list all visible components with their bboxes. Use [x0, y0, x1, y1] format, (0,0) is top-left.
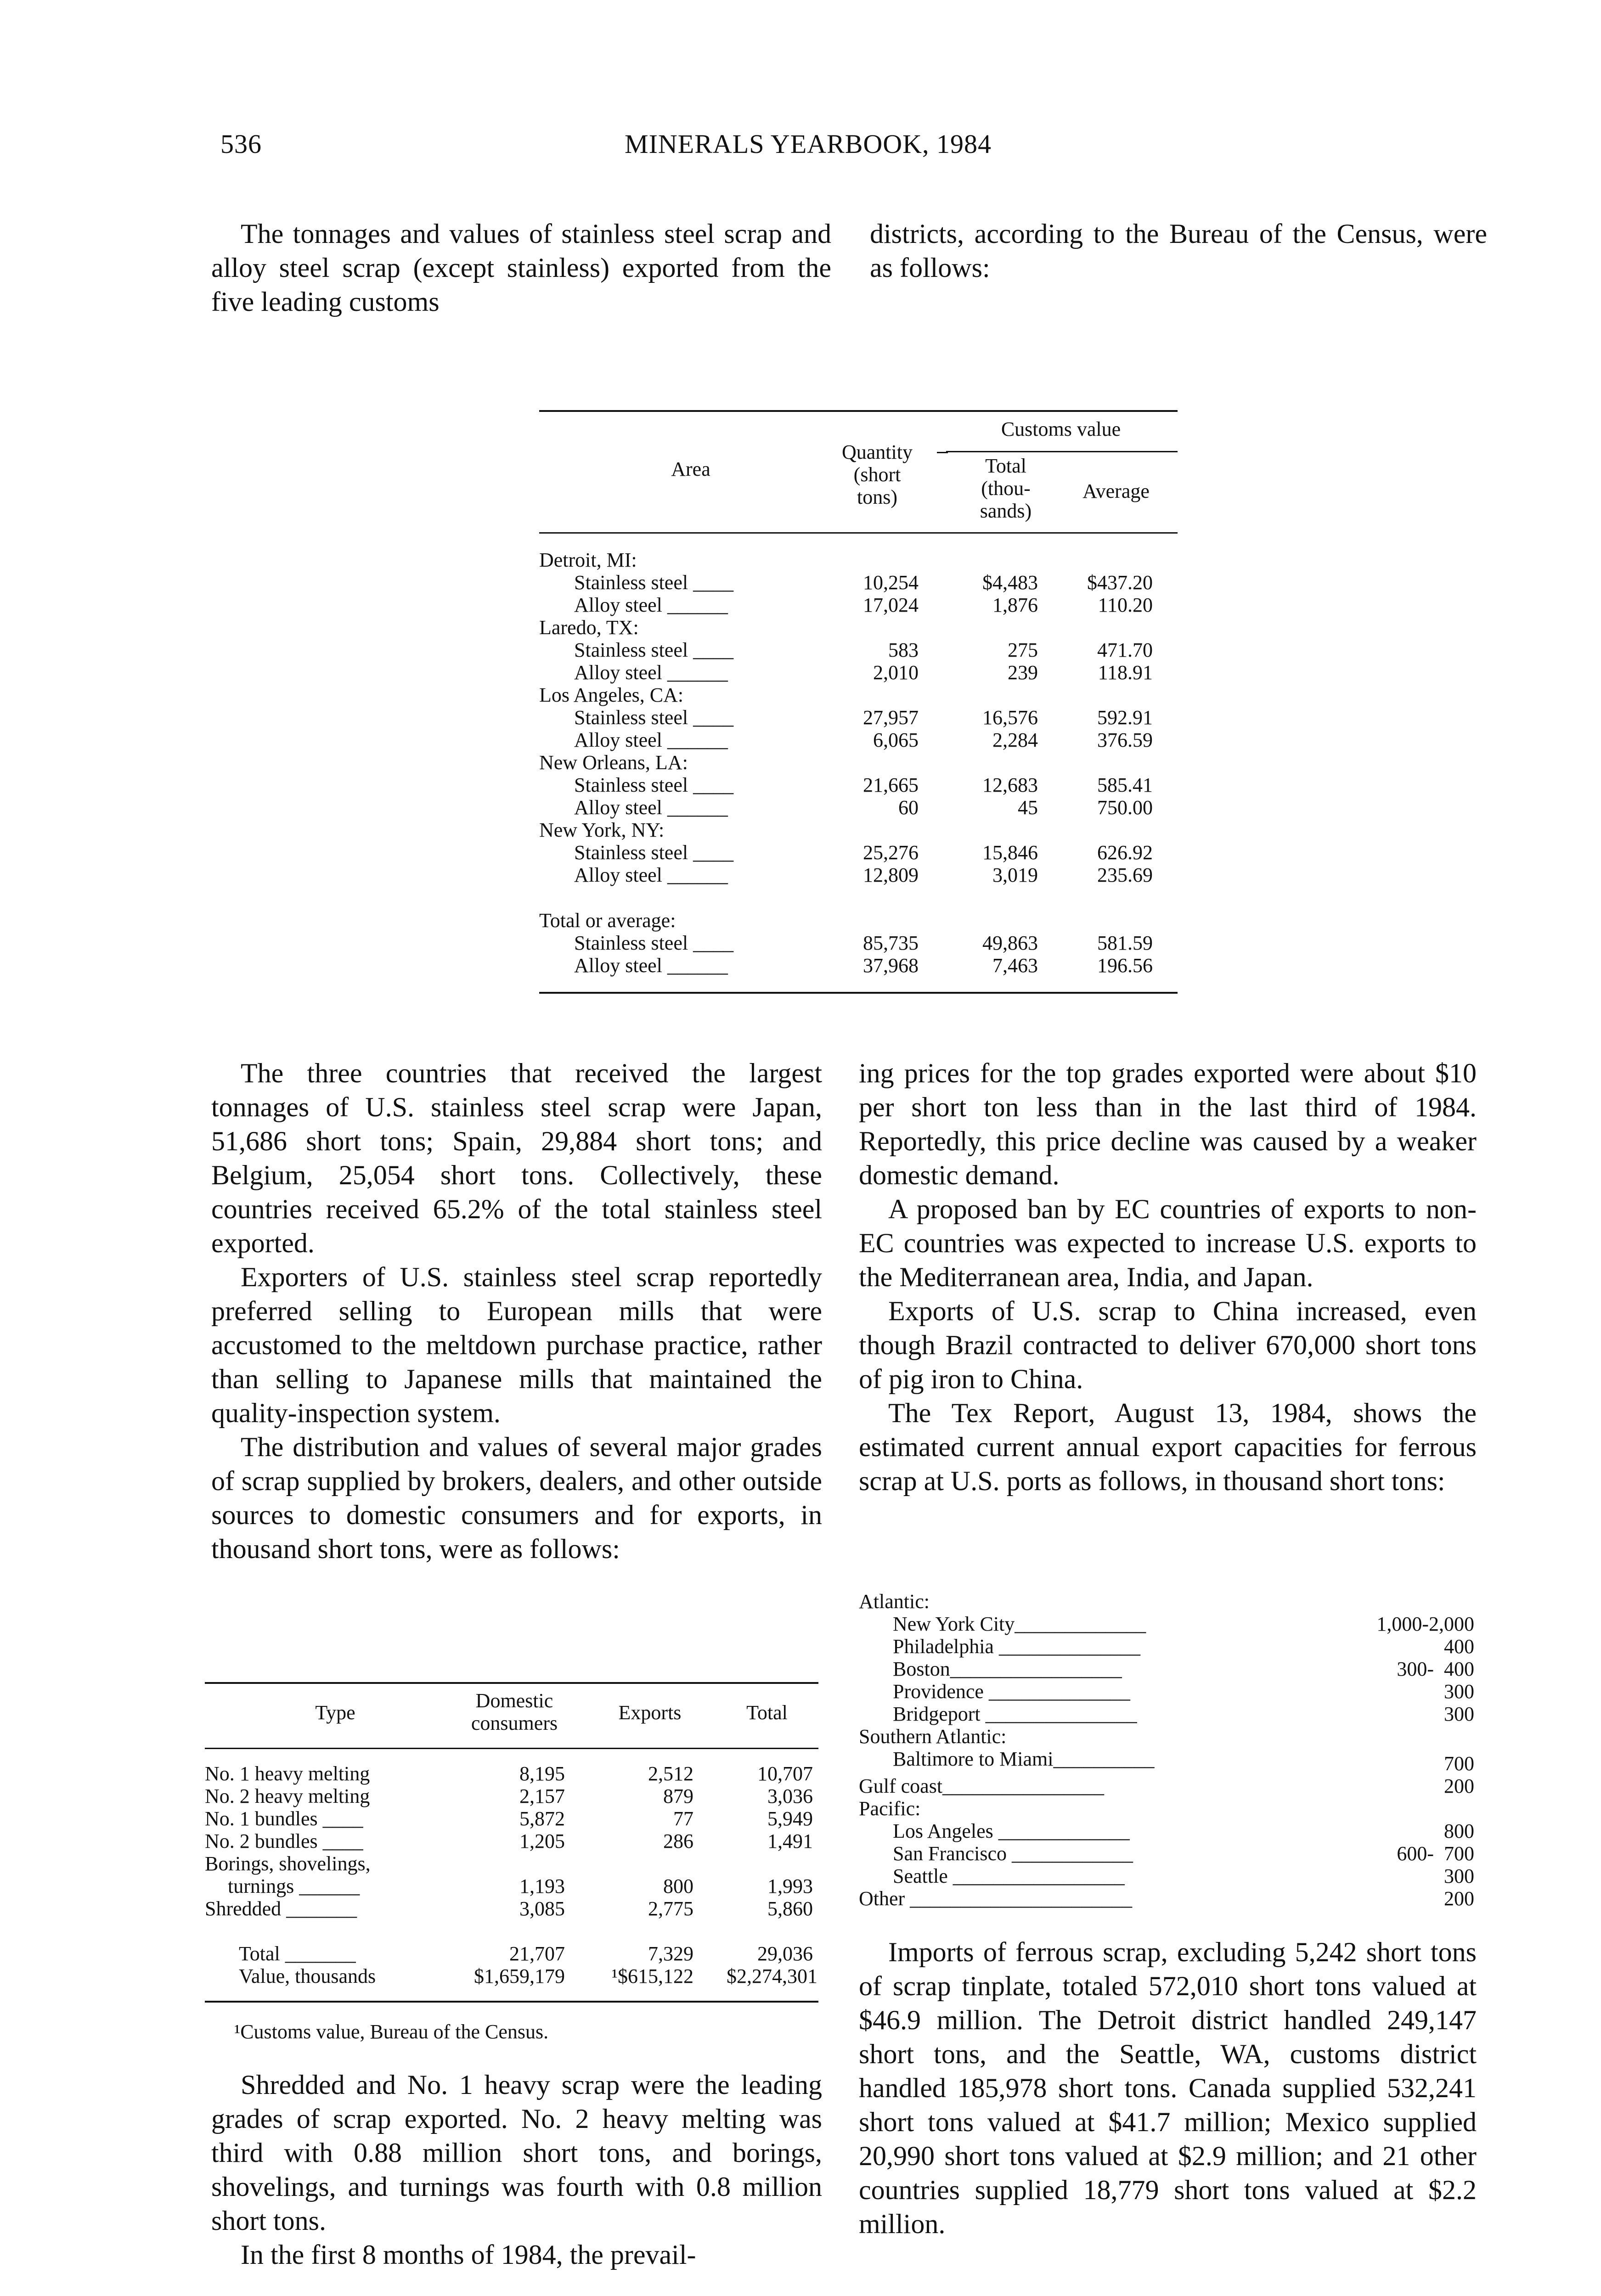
- table1-average: 750.00: [1097, 796, 1153, 819]
- table1-average: 581.59: [1097, 932, 1153, 954]
- table1-row-label: Alloy steel ______: [574, 864, 728, 886]
- table1-header-customs-value: Customs value: [1001, 418, 1121, 440]
- table2-total: 10,707: [757, 1762, 813, 1785]
- table2-row-type: No. 1 bundles ____: [205, 1807, 363, 1830]
- table3-label: Seattle _________________: [893, 1865, 1125, 1887]
- table1-bottom-rule: [539, 992, 1178, 994]
- table1-quantity: 60: [898, 796, 919, 819]
- table3-value: 700: [1444, 1752, 1474, 1775]
- table2-total: 5,949: [767, 1807, 813, 1830]
- table1-average: 585.41: [1097, 774, 1153, 796]
- table2-domestic: 8,195: [519, 1762, 565, 1785]
- table3-label: Philadelphia ______________: [893, 1635, 1140, 1658]
- table1-group-total: Total or average:: [539, 909, 676, 932]
- table3-value: 1,000-2,000: [1376, 1613, 1474, 1635]
- table2-exports: 286: [663, 1830, 693, 1852]
- table2-header-total: Total: [746, 1701, 788, 1724]
- table1-quantity: 25,276: [863, 841, 919, 864]
- table1-total: 15,846: [982, 841, 1038, 864]
- table2-header-rule: [205, 1748, 818, 1749]
- table1-row-label: Stainless steel ____: [574, 706, 734, 729]
- table1-average: 235.69: [1097, 864, 1153, 886]
- table2-header-domestic: Domestic consumers: [471, 1689, 558, 1734]
- right-column-lower: [859, 1935, 1477, 2241]
- table3-label: Other ______________________: [859, 1887, 1133, 1910]
- table2-borings-label: Borings, shovelings,: [205, 1852, 371, 1875]
- table2-total: 29,036: [757, 1942, 813, 1965]
- table1-quantity: 10,254: [863, 571, 919, 594]
- table3-label: Providence ______________: [893, 1680, 1130, 1703]
- paragraph: Exports of U.S. scrap to China increased, even though Brazil contracted to deliver 670,000 short tons of pig iron to China.: [859, 1296, 1477, 1394]
- table2-row-type: turnings ______: [228, 1875, 360, 1897]
- table3-label: Atlantic:: [859, 1590, 930, 1613]
- table2-total: 5,860: [767, 1897, 813, 1920]
- table3-label: San Francisco ____________: [893, 1842, 1133, 1865]
- table1-quantity: 85,735: [863, 932, 919, 954]
- table1-header-rule: [539, 532, 1178, 534]
- table2-domestic: 2,157: [519, 1785, 565, 1807]
- table1-row-label: Stainless steel ____: [574, 932, 734, 954]
- table1-header-average: Average: [1082, 480, 1150, 502]
- table1-row-label: Alloy steel ______: [574, 796, 728, 819]
- table1-customs-rule: [946, 451, 1178, 452]
- table2-domestic: 3,085: [519, 1897, 565, 1920]
- table1-row-label: Stainless steel ____: [574, 571, 734, 594]
- table1-average: $437.20: [1087, 571, 1153, 594]
- table1-average: 110.20: [1098, 594, 1153, 616]
- table1-average: 626.92: [1097, 841, 1153, 864]
- table2-top-rule: [205, 1682, 818, 1684]
- table3-value: 800: [1444, 1820, 1474, 1842]
- left-column-upper: [211, 1056, 822, 1566]
- paragraph: A proposed ban by EC countries of exports to non-EC countries was expected to increase U.S. exports to the Mediterranean area, India, and Japan.: [859, 1194, 1477, 1292]
- table2-exports: ¹$615,122: [611, 1965, 693, 1987]
- table1-row-label: Alloy steel ______: [574, 954, 728, 977]
- table1-total: 45: [1018, 796, 1038, 819]
- table2-row-type: Shredded _______: [205, 1897, 357, 1920]
- table1-row-label: Alloy steel ______: [574, 729, 728, 751]
- paragraph: In the first 8 months of 1984, the prevail-: [241, 2240, 696, 2270]
- paragraph: ing prices for the top grades exported were about $10 per short ton less than in the last third of 1984. Reportedly, this price decline was caused by a weaker domestic demand.: [859, 1058, 1477, 1190]
- table1-group-laredo: Laredo, TX:: [539, 616, 639, 639]
- table1-group-los-angeles: Los Angeles, CA:: [539, 684, 684, 706]
- table1-row-label: Alloy steel ______: [574, 661, 728, 684]
- table2-row-type: Value, thousands: [239, 1965, 376, 1987]
- table1-quantity: 2,010: [873, 661, 919, 684]
- intro-right: districts, according to the Bureau of the Census, were as follows:: [870, 219, 1487, 283]
- table2-exports: 800: [663, 1875, 693, 1897]
- table2-row-type: Total _______: [239, 1942, 356, 1965]
- table1-header-quantity: Quantity (short tons): [842, 441, 913, 508]
- table2-exports: 2,775: [648, 1897, 693, 1920]
- table1-total: 3,019: [992, 864, 1038, 886]
- table1-average: 376.59: [1097, 729, 1153, 751]
- table2-row-type: No. 2 heavy melting: [205, 1785, 370, 1807]
- paragraph: The three countries that received the largest tonnages of U.S. stainless steel scrap were Japan, 51,686 short tons; Spain, 29,884 short tons; and Belgium, 25,054 short tons. Collectively, these countries received 65.2% of the total stainless steel exported.: [211, 1058, 822, 1258]
- table3-value: 300: [1444, 1680, 1474, 1703]
- table2-exports: 879: [663, 1785, 693, 1807]
- table2-bottom-rule: [205, 2001, 818, 2003]
- table2-total: $2,274,301: [727, 1965, 817, 1987]
- table1-total: $4,483: [982, 571, 1038, 594]
- page-number: 536: [220, 129, 262, 159]
- table2-domestic: 1,205: [519, 1830, 565, 1852]
- table2-header-exports: Exports: [618, 1701, 682, 1724]
- table1-top-rule: [539, 410, 1178, 412]
- table2-total: 3,036: [767, 1785, 813, 1807]
- paragraph: The Tex Report, August 13, 1984, shows the estimated current annual export capacities for ferrous scrap at U.S. ports as follows, in thousand short tons:: [859, 1398, 1477, 1496]
- table3-label: Southern Atlantic:: [859, 1725, 1007, 1748]
- table3-label: Boston_________________: [893, 1658, 1122, 1680]
- table1-row-label: Stainless steel ____: [574, 841, 734, 864]
- table3-label: Los Angeles _____________: [893, 1820, 1130, 1842]
- table3-value: 200: [1444, 1887, 1474, 1910]
- page-title: MINERALS YEARBOOK, 1984: [625, 129, 992, 159]
- table1-header-total: Total (thou- sands): [980, 455, 1032, 522]
- table3-value: 200: [1444, 1775, 1474, 1797]
- table1-row-label: Stainless steel ____: [574, 774, 734, 796]
- table1-average: 196.56: [1097, 954, 1153, 977]
- table1-total: 12,683: [982, 774, 1038, 796]
- table2-exports: 2,512: [648, 1762, 693, 1785]
- table3-value: 300- 400: [1397, 1658, 1474, 1680]
- table2-exports: 7,329: [648, 1942, 693, 1965]
- table2-exports: 77: [673, 1807, 693, 1830]
- table1-header-area: Area: [671, 458, 710, 480]
- table1-average: 592.91: [1097, 706, 1153, 729]
- table1-quantity: 17,024: [863, 594, 919, 616]
- paragraph: The distribution and values of several major grades of scrap supplied by brokers, dealers, and other outside sources to domestic consumers and for exports, in thousand short tons, were as follows:: [211, 1432, 822, 1564]
- table1-quantity: 37,968: [863, 954, 919, 977]
- intro-left: The tonnages and values of stainless steel scrap and alloy steel scrap (except stainless) exported from the five leading customs: [211, 219, 831, 317]
- table1-quantity: 583: [888, 639, 919, 661]
- paragraph: Imports of ferrous scrap, excluding 5,242 short tons of scrap tinplate, totaled 572,010 short tons valued at $46.9 million. The Detroit district handled 249,147 short tons, and the Seattle, WA, customs district handled 185,978 short tons. Canada supplied 532,241 short tons valued at $41.7 million; Mexico supplied 20,990 short tons valued at $2.9 million; and 21 other countries supplied 18,779 short tons valued at $2.2 million.: [859, 1937, 1477, 2239]
- table2-row-type: No. 1 heavy melting: [205, 1762, 370, 1785]
- table1-quantity: 21,665: [863, 774, 919, 796]
- table3-label: Gulf coast________________: [859, 1775, 1105, 1797]
- table3-label: Bridgeport _______________: [893, 1703, 1137, 1725]
- table1-total: 16,576: [982, 706, 1038, 729]
- table1-quantity: 6,065: [873, 729, 919, 751]
- table2-row-type: No. 2 bundles ____: [205, 1830, 363, 1852]
- table1-group-new-orleans: New Orleans, LA:: [539, 751, 688, 774]
- table1-row-label: Stainless steel ____: [574, 639, 734, 661]
- table1-quantity: 12,809: [863, 864, 919, 886]
- table1-row-label: Alloy steel ______: [574, 594, 728, 616]
- paragraph: Shredded and No. 1 heavy scrap were the leading grades of scrap exported. No. 2 heavy melting was third with 0.88 million short tons, and borings, shovelings, and turnings was fourth with 0.8 million short tons.: [211, 2070, 822, 2236]
- table1-group-new-york: New York, NY:: [539, 819, 665, 841]
- table1-total: 239: [1008, 661, 1038, 684]
- table2-total: 1,993: [767, 1875, 813, 1897]
- table2-header-type: Type: [315, 1701, 355, 1724]
- table1-total: 7,463: [992, 954, 1038, 977]
- table1-average: 471.70: [1097, 639, 1153, 661]
- table2-domestic: $1,659,179: [474, 1965, 565, 1987]
- table2-domestic: 5,872: [519, 1807, 565, 1830]
- table1-total: 49,863: [982, 932, 1038, 954]
- table2-domestic: 21,707: [509, 1942, 565, 1965]
- table3-value: 300: [1444, 1703, 1474, 1725]
- table3-value: 600- 700: [1397, 1842, 1474, 1865]
- table3-label: Baltimore to Miami__________: [893, 1748, 1155, 1770]
- right-column-upper: [859, 1056, 1477, 1498]
- table3-label: Pacific:: [859, 1797, 921, 1820]
- paragraph: Exporters of U.S. stainless steel scrap reportedly preferred selling to European mills that were accustomed to the meltdown purchase practice, rather than selling to Japanese mills that maintained the quality-inspection system.: [211, 1262, 822, 1428]
- table2-footnote: ¹Customs value, Bureau of the Census.: [234, 2020, 549, 2043]
- table3-value: 300: [1444, 1865, 1474, 1887]
- table3-label: New York City_____________: [893, 1613, 1146, 1635]
- left-column-lower: [211, 2068, 822, 2272]
- table1-total: 275: [1008, 639, 1038, 661]
- table1-average: 118.91: [1098, 661, 1153, 684]
- table1-group-detroit: Detroit, MI:: [539, 549, 637, 571]
- table1-total: 2,284: [992, 729, 1038, 751]
- table2-domestic: 1,193: [519, 1875, 565, 1897]
- table3-value: 400: [1444, 1635, 1474, 1658]
- table1-total: 1,876: [992, 594, 1038, 616]
- table2-total: 1,491: [767, 1830, 813, 1852]
- table1-quantity: 27,957: [863, 706, 919, 729]
